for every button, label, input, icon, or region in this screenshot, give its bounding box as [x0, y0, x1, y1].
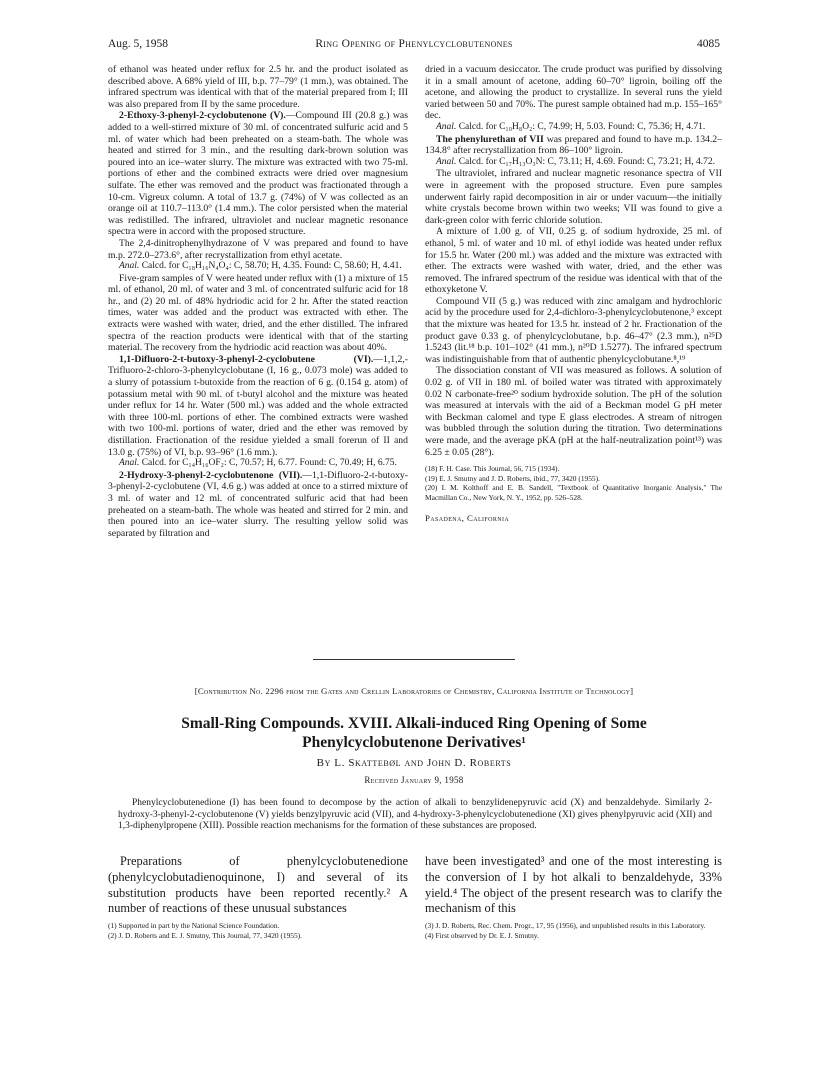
header-date: Aug. 5, 1958	[108, 38, 169, 50]
paragraph-text: Five-gram samples of V were heated under reflux with (1) a mixture of 15 ml. of ethanol, 20 ml. of water and 3 ml. of concentrated sulfuric acid for 18 hr., and (2) 20 ml. of 48% hydriodic acid for 2 hr. After the stated reaction times, water was added and the product was extracted with ether. The extracts were washed with water, dried, and the ether distilled. The infrared spectra of the reaction products were identical with that of the starting material. The recovery from the hydriodic acid reaction was about 40%.	[108, 272, 408, 354]
article-title-line-1: Small-Ring Compounds. XVIII. Alkali-induced Ring Opening of Some	[181, 715, 647, 732]
paragraph-text: of ethanol was heated under reflux for 2.5 hr. and the product isolated as described above. A 68% yield of III, b.p. 77–79° (1 mm.), was obtained. The infrared spectrum was identical with that of the material prepared from I; III was also prepared from II by the same procedure.	[108, 64, 408, 110]
paragraph-text: Calcd. for C₁₀H₈O₂: C, 74.99; H, 5.03. Found: C, 75.36; H, 4.71.	[456, 121, 706, 132]
paragraph	[425, 226, 722, 296]
footnote-item: (4) First observed by Dr. E. J. Smutny.	[425, 930, 539, 940]
paragraph-text: The ultraviolet, infrared and nuclear magnetic resonance spectra of VII were in agreement with the proposed structure. Even pure samples underwent fairly rapid decomposition in air or under vacuum—the initially white crystals become brown within two weeks; VII was found to give a dark-green color with ferric chloride solution.	[425, 168, 722, 226]
page-number: 4085	[697, 38, 720, 50]
footnotes-right	[425, 921, 722, 940]
abstract: Phenylcyclobutenedione (I) has been found to decompose by the action of alkali to benzylidenepyruvic acid (X) and benzaldehyde. Similarly 2-hydroxy-3-phenyl-2-cyclobutenone (V) yields benzylpyruvic acid (VII), and 4-hydroxy-3-phenylcyclobutenedione (XI) gives phenylpyruvic acid (XII) and 1,3-diphenylpropene (XIII). Possible reaction mechanisms for the formation of these substances are proposed.	[118, 798, 712, 832]
place-line: Pasadena, California	[425, 512, 510, 523]
paragraph-heading: 2-Ethoxy-3-phenyl-2-cyclobutenone (V).	[119, 110, 286, 122]
analysis-label: Anal.	[119, 261, 140, 272]
analysis-label: Anal.	[119, 458, 140, 469]
paragraph	[425, 168, 722, 226]
analysis-line	[425, 122, 722, 134]
paragraph	[108, 273, 408, 354]
header-title: Ring Opening of Phenylcyclobutenones	[315, 38, 513, 50]
paragraph	[425, 134, 722, 157]
paragraph-text: —Compound III (20.8 g.) was added to a well-stirred mixture of 30 ml. of concentrated sulfuric acid and 5 ml. of water which had been preheated on a steam-bath. The whole was heated and stirred for 3 min., and the resulting dark-brown solution was poured into an ice–water slurry. The mixture was extracted with two 75-ml. portions of ether and the combined extracts were dried over magnesium sulfate. The ether was removed and the product was fractionated through a 10-cm. Vigreux column. A total of 13.7 g. (74%) of V was collected as an orange oil at 110.7–113.0° (1.4 mm.). The color persisted when the material was redistilled. The infrared, ultraviolet and nuclear magnetic resonance spectra were in accord with the proposed structure.	[108, 110, 408, 238]
paragraph-text: —1,1,2,-Trifluoro-2-chloro-3-phenylcyclobutane (I, 16 g., 0.073 mole) was added to a slurry of potassium t-butoxide from the reaction of 6 g. (0.154 g. atom) of potassium metal with 90 ml. of t-butyl alcohol and the mixture was heated under reflux for 14 hr. Water (500 ml.) was added and the whole extracted with three 100-ml. portions of ether. The combined extracts were washed with two 100-ml. portions of water, dried and the ether was removed by distillation. Fractionation of the residue yielded a small forerun of II and 13.0 g. (75%) of VI, b.p. 93–96° (1.6 mm.).	[108, 353, 408, 458]
paragraph-text: A mixture of 1.00 g. of VII, 0.25 g. of sodium hydroxide, 25 ml. of ethanol, 5 ml. of water and 10 ml. of ethyl iodide was heated under reflux for 15.5 hr. Water (200 ml.) was added and the mixture was extracted with ether. The extracts were washed with water, dried, and the ether was removed. The infrared spectrum of the residue was identical with that of the ethoxyketone V.	[425, 226, 722, 296]
article-authors: By L. Skattebøl and John D. Roberts	[316, 757, 512, 769]
paragraph-text: Calcd. for C₁₄H₁₆OF₂: C, 70.57; H, 6.77. Found: C, 70.49; H, 6.75.	[139, 458, 397, 469]
paragraph-heading: The phenylurethan of VII	[436, 133, 544, 145]
paragraph-text: Compound VII (5 g.) was reduced with zinc amalgam and hydrochloric acid by the procedure used for 2,4-dichloro-3-phenylcyclobutenone,³ except that the mixture was heated for 13.5 hr. instead of 2 hr. Fractionation of the product gave 0.33 g. of phenylcyclobutane, b.p. 46–47° (2.3 mm.), n²⁵D 1.5243 (lit.¹⁸ b.p. 101–102° (41 mm.), n²⁰D 1.5277). The infrared spectrum was indistinguishable from that of authentic phenylcyclobutane.⁸,¹⁹	[425, 295, 722, 365]
paragraph-text: Calcd. for C₁₇H₁₃O₃N: C, 73.11; H, 4.69. Found: C, 73.21; H, 4.72.	[456, 156, 716, 167]
paragraph	[425, 365, 722, 458]
right-column-paragraphs	[425, 64, 722, 458]
contribution-note: [Contribution No. 2296 from the Gates and Crellin Laboratories of Chemistry, California Institute of Technology]	[194, 686, 634, 696]
section-divider	[313, 659, 515, 660]
analysis-label: Anal.	[436, 156, 457, 167]
analysis-label: Anal.	[436, 121, 457, 132]
footnotes-left	[108, 921, 408, 940]
reference-item: (18) F. H. Case. This Journal, 56, 715 (1934).	[425, 464, 560, 474]
left-column	[108, 64, 408, 539]
body-text-left: Preparations of phenylcyclobutenedione (phenylcyclobutadienoquinone, I) and several of its substitution products have been reported recently.² A number of reactions of these unusual substances	[108, 854, 408, 916]
analysis-line	[425, 157, 722, 169]
paragraph	[108, 238, 408, 261]
paragraph-heading: 2-Hydroxy-3-phenyl-2-cyclobutenone (VII).	[119, 469, 303, 481]
body-text-right: have been investigated³ and one of the most interesting is the conversion of I by hot alkali to benzaldehyde, 33% yield.⁴ The object of the present research was to clarify the mechanism of this	[425, 854, 722, 916]
paragraph-text: was prepared and found to have m.p. 134.2–134.8° after recrystallization from 86–100° ligroin.	[425, 133, 722, 157]
article-title	[108, 714, 720, 752]
paragraph-text: The dissociation constant of VII was measured as follows. A solution of 0.02 g. of VII in 180 ml. of boiled water was titrated with approximately 0.02 N carbonate-free²⁰ sodium hydroxide solution. The pH of the solution was measured at intervals with the aid of a Beckman model G pH meter with Beckman calomel and type E glass electrodes. A stream of nitrogen was bubbled through the solution during the titration. Two determinations were made, and the average pKA (pH at the half-neutralization point¹³) was 6.25 ± 0.05 (28°).	[425, 365, 722, 458]
reference-item: (20) I. M. Kolthoff and E. B. Sandell, "Textbook of Quantitative Inorganic Analysis," The Macmillan Co., New York, N. Y., 1952, pp. 526–528.	[425, 483, 722, 502]
paragraph-text: —1,1-Difluoro-2-t-butoxy-3-phenyl-2-cyclobutene (VI, 4.6 g.) was added at once to a stirred mixture of 3 ml. of water and 12 ml. of concentrated sulfuric acid that had been preheated on a steam-bath. The whole was heated and stirred for 2 min. and then poured into an ice–water slurry. The resulting yellow solid was separated by filtration and	[108, 469, 408, 539]
paragraph-text: dried in a vacuum desiccator. The crude product was purified by dissolving it in a small amount of acetone, adding 60–70° ligroin, boiling off the acetone, and allowing the product to crystallize. In several runs the yield varied between 50 and 70%. The purest sample obtained had m.p. 155–165° dec.	[425, 64, 722, 122]
reference-list	[425, 464, 722, 502]
received-date: Received January 9, 1958	[364, 775, 464, 785]
footnote-item: (1) Supported in part by the National Science Foundation.	[108, 921, 280, 930]
paragraph	[425, 64, 722, 122]
right-column	[425, 64, 722, 524]
paragraph-text: The 2,4-dinitrophenylhydrazone of V was prepared and found to have m.p. 272.0–273.6°, after recrystallization from ethyl acetate.	[108, 237, 408, 261]
paragraph	[425, 296, 722, 366]
article-title-line-2: Phenylcyclobutenone Derivatives¹	[302, 734, 526, 751]
paragraph-heading: 1,1-Difluoro-2-t-butoxy-3-phenyl-2-cyclobutene (VI).	[119, 353, 374, 365]
paragraph	[108, 354, 408, 458]
analysis-line	[108, 261, 408, 273]
footnote-item: (3) J. D. Roberts, Rec. Chem. Progr., 17, 95 (1956), and unpublished results in this Laboratory.	[425, 921, 706, 930]
paragraph	[108, 64, 408, 110]
running-head	[108, 38, 720, 54]
paragraph	[108, 110, 408, 238]
footnote-item: (2) J. D. Roberts and E. J. Smutny, This Journal, 77, 3420 (1955).	[108, 930, 302, 940]
reference-item: (19) E. J. Smutny and J. D. Roberts, ibid., 77, 3420 (1955).	[425, 473, 600, 483]
analysis-line	[108, 458, 408, 470]
paragraph	[108, 470, 408, 540]
paragraph-text: Calcd. for C₁₈H₁₆N₄O₄: C, 58.70; H, 4.35. Found: C, 58.60; H, 4.41.	[139, 261, 402, 272]
